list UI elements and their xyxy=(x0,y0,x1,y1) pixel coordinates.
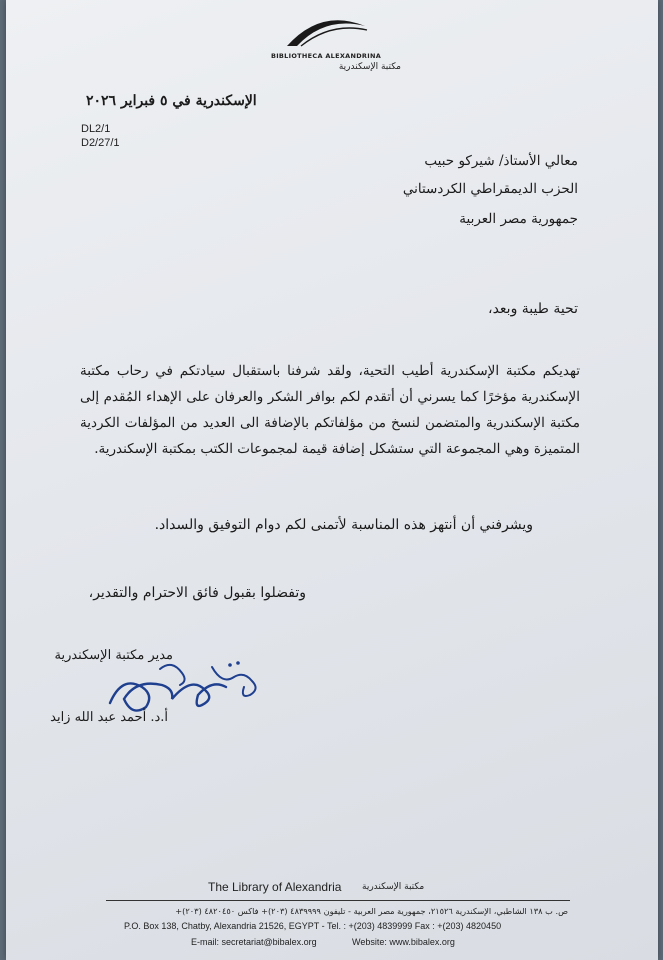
logo-arabic-text: مكتبة الإسكندرية xyxy=(338,62,401,72)
greeting: تحية طيبة وبعد، xyxy=(488,301,578,317)
date-line: الإسكندرية في ٥ فبراير ٢٠٢٦ xyxy=(86,93,257,109)
footer-title-arabic: مكتبة الإسكندرية xyxy=(362,882,425,892)
recipient-name: معالي الأستاذ/ شيركو حبيب xyxy=(424,153,578,169)
logo-english-text: BIBLIOTHECA ALEXANDRINA xyxy=(270,52,382,60)
letterhead-logo xyxy=(251,12,401,72)
recipient-country: جمهورية مصر العربية xyxy=(459,211,578,227)
footer-address-english: P.O. Box 138, Chatby, Alexandria 21526, EGYPT - Tel. : +(203) 4839999 Fax : +(203) 4820450 xyxy=(124,921,502,931)
footer-website: Website: www.bibalex.org xyxy=(352,937,455,947)
reference-number-2: D2/27/1 xyxy=(81,137,120,149)
signatory-title: مدير مكتبة الإسكندرية xyxy=(54,648,173,663)
signatory-name: أ.د. أحمد عبد الله زايد xyxy=(50,710,168,725)
letter-page xyxy=(6,0,658,960)
footer-divider xyxy=(106,900,570,901)
body-paragraph: تهديكم مكتبة الإسكندرية أطيب التحية، ولقد شرفنا باستقبال سيادتكم في رحاب مكتبة الإسكندرية مؤخرًا كما يسرني أن أتقدم لكم بوافر الشكر والعرفان على الإهداء المُقدم إلى مكتبة الإسكندرية والمتضمن لنسخ من مؤلفاتكم بالإضافة الى العديد من المؤلفات الكردية المتميزة وهي المجموعة التي ستشكل إضافة قيمة لمجموعات الكتب بمكتبة الإسكندرية. xyxy=(80,363,580,457)
footer-address-arabic: ص. ب ١٣٨ الشاطبي، الإسكندرية ٢١٥٢٦، جمهورية مصر العربية - تليفون ٤٨٣٩٩٩٩ (٢٠٣)+ فاكس ٤٨٢٠٤٥٠ (٢٠٣)+ xyxy=(175,906,568,916)
reference-number-1: DL2/1 xyxy=(81,123,111,135)
footer-title-english: The Library of Alexandria xyxy=(208,880,342,894)
recipient-organization: الحزب الديمقراطي الكردستاني xyxy=(402,181,578,197)
closing-line-2: وتفضلوا بقبول فائق الاحترام والتقدير، xyxy=(88,585,306,601)
footer-email: E-mail: secretariat@bibalex.org xyxy=(191,937,317,947)
closing-line-1: ويشرفني أن أنتهز هذه المناسبة لأتمنى لكم دوام التوفيق والسداد. xyxy=(154,517,533,533)
library-arc-icon xyxy=(281,12,371,50)
